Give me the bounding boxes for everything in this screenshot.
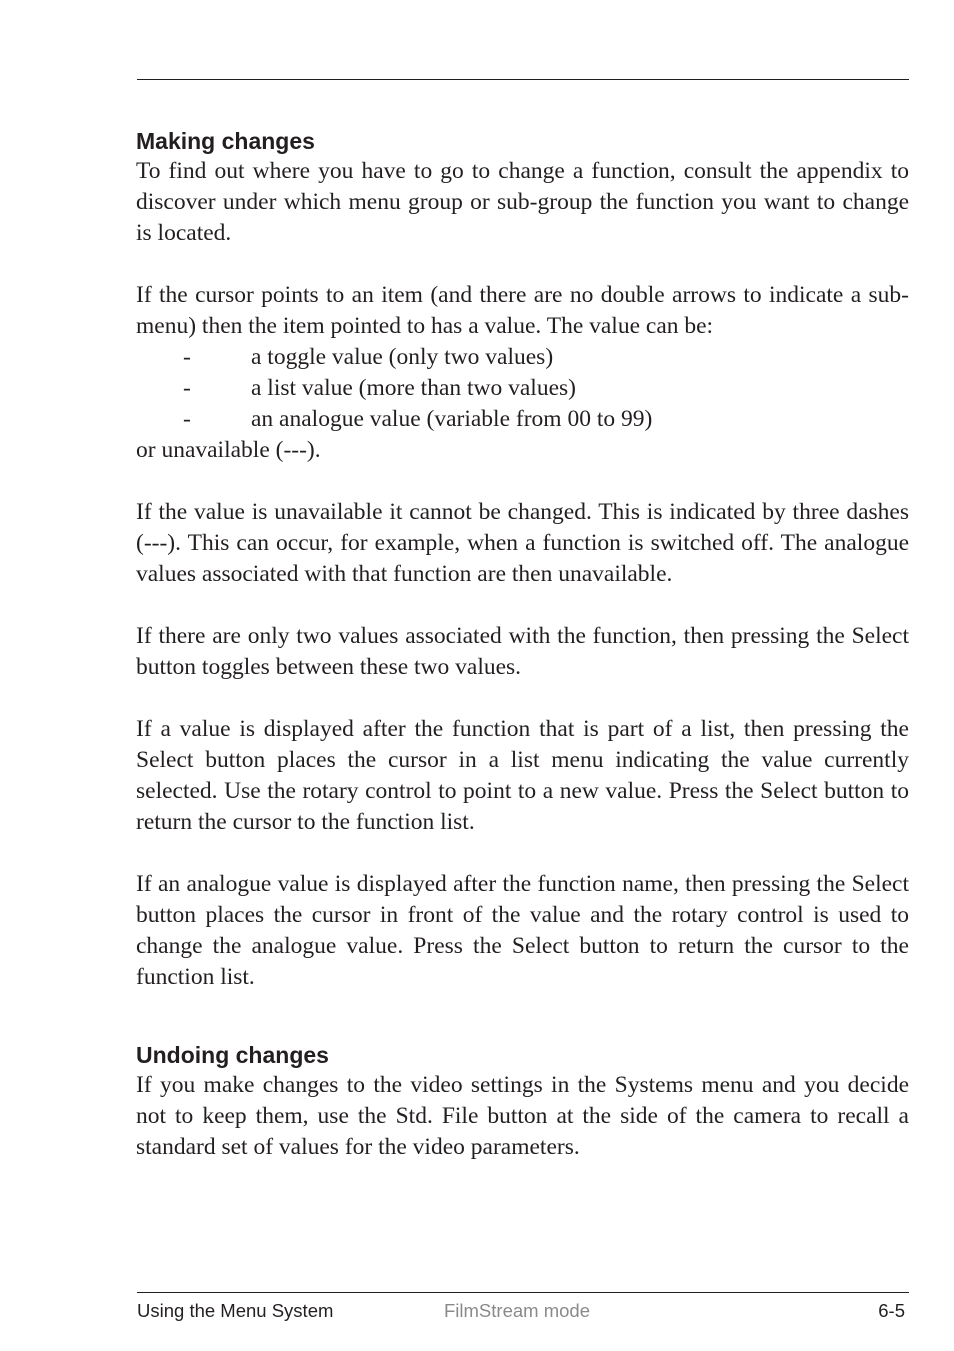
- page-footer: [137, 1299, 909, 1323]
- paragraph: If an analogue value is displayed after the function name, then pressing the Select button places the cursor in front of the value and the rotary control is used to change the analogue value. Press the Select button to return the cursor to the function list.: [136, 871, 909, 990]
- paragraph: If the cursor points to an item (and there are no double arrows to indicate a sub-menu) then the item pointed to has a value. The value can be:: [136, 282, 909, 339]
- paragraph: If there are only two values associated with the function, then pressing the Select button toggles between these two values.: [136, 623, 909, 680]
- list-item: [136, 342, 909, 373]
- list-item-text: a toggle value (only two values): [251, 344, 554, 370]
- section-heading-making-changes: Making changes: [136, 128, 315, 154]
- list-dash: -: [183, 406, 191, 432]
- section-heading-undoing-changes: Undoing changes: [136, 1042, 329, 1068]
- page-number: 6-5: [878, 1300, 905, 1321]
- paragraph: To find out where you have to go to change a function, consult the appendix to discover under which menu group or sub-group the function you want to change is located.: [136, 158, 909, 246]
- list-item: [136, 373, 909, 404]
- paragraph: If you make changes to the video settings in the Systems menu and you decide not to keep them, use the Std. File button at the side of the camera to recall a standard set of values for the video parameters.: [136, 1072, 909, 1160]
- list-item-text: an analogue value (variable from 00 to 99): [251, 406, 653, 432]
- footer-rule: [137, 1292, 909, 1293]
- list-dash: -: [183, 344, 191, 370]
- list-dash: -: [183, 375, 191, 401]
- paragraph: If a value is displayed after the function that is part of a list, then pressing the Select button places the cursor in a list menu indicating the value currently selected. Use the rotary control to point to a new value. Press the Select button to return the cursor to the function list.: [136, 716, 909, 835]
- value-types-list: [136, 342, 909, 435]
- header-rule: [137, 79, 909, 80]
- paragraph: If the value is unavailable it cannot be changed. This is indicated by three dashes (---). This can occur, for example, when a function is switched off. The analogue values associated with that function are then unavailable.: [136, 499, 909, 587]
- list-item-text: a list value (more than two values): [251, 375, 576, 401]
- footer-section-title: FilmStream mode: [444, 1300, 590, 1321]
- paragraph: or unavailable (---).: [136, 437, 321, 463]
- page-content: [136, 126, 909, 1163]
- list-item: [136, 404, 909, 435]
- footer-chapter-title: Using the Menu System: [137, 1300, 334, 1321]
